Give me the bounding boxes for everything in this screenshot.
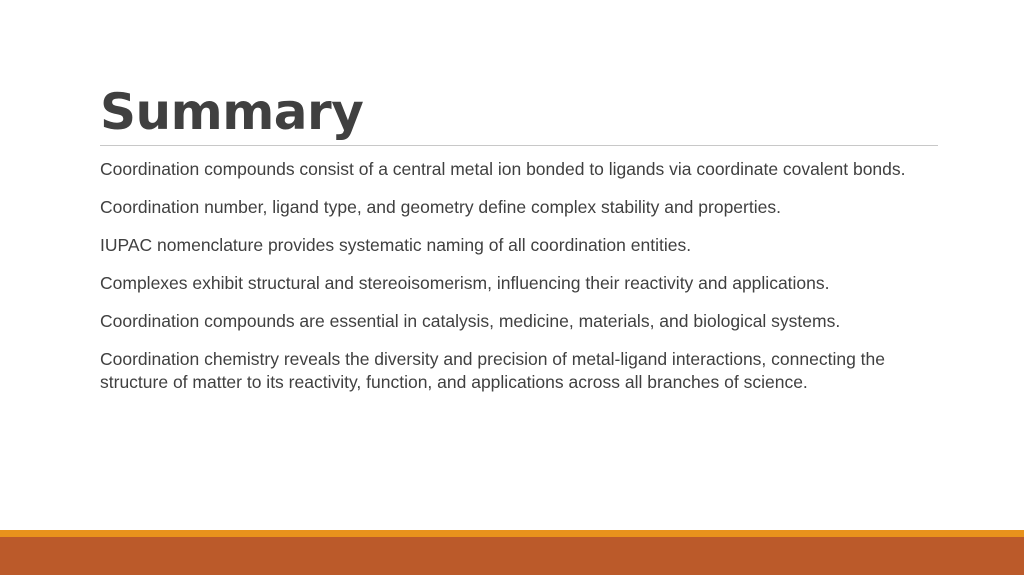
title-divider [100,145,938,146]
slide-title: Summary [100,83,364,141]
footer-accent-stripe [0,530,1024,537]
bullet-list [100,158,940,409]
bullet-item: Coordination compounds are essential in catalysis, medicine, materials, and biological systems. [100,311,841,331]
bullet-item: Coordination number, ligand type, and geometry define complex stability and properties. [100,197,781,217]
bullet-item: IUPAC nomenclature provides systematic naming of all coordination entities. [100,235,692,255]
footer-accent-bar [0,537,1024,575]
bullet-item: Coordination chemistry reveals the diversity and precision of metal-ligand interactions, connecting the structure of matter to its reactivity, function, and applications across all branches of science. [100,349,885,392]
bullet-item: Coordination compounds consist of a central metal ion bonded to ligands via coordinate covalent bonds. [100,159,906,179]
bullet-item: Complexes exhibit structural and stereoisomerism, influencing their reactivity and applications. [100,273,830,293]
